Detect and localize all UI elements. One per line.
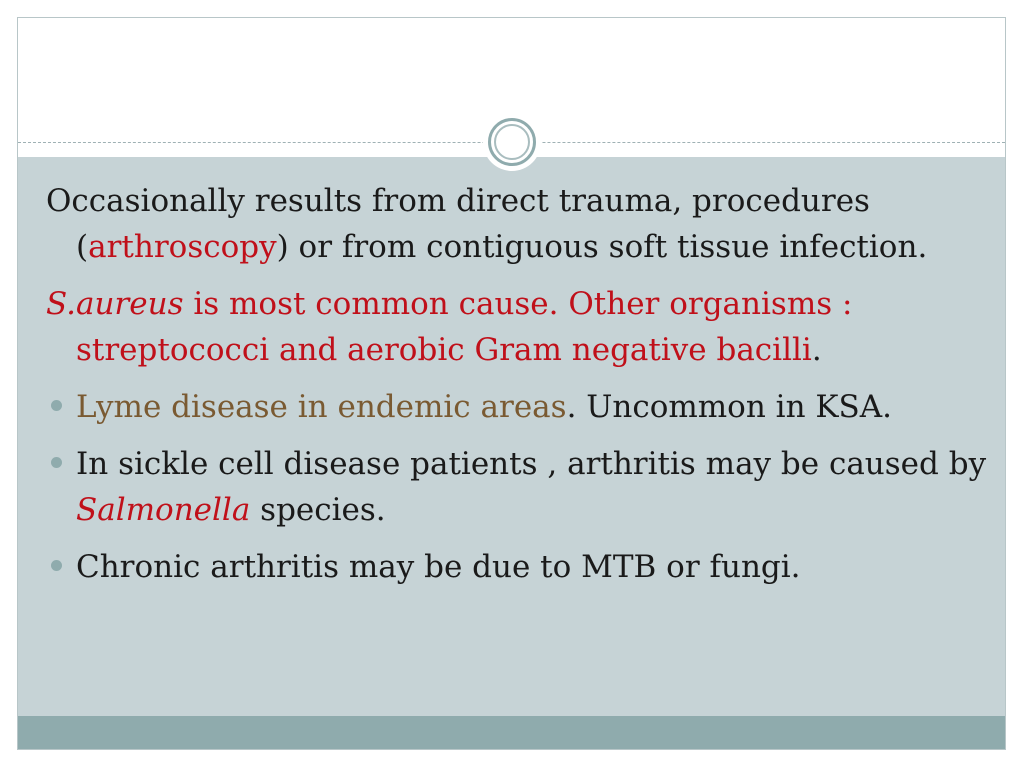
text-segment-organism: Salmonella [76, 492, 251, 528]
decorative-circle-core [494, 124, 530, 160]
paragraph-2 [46, 281, 996, 373]
text-segment: . [811, 332, 822, 368]
text-segment: ) or from contiguous soft tissue infection. [276, 229, 928, 265]
paragraph-1 [46, 178, 996, 270]
text-segment: In sickle cell disease patients , arthritis may be caused by [76, 446, 987, 482]
text-segment-highlight: is most common cause. Other organisms : streptococci and aerobic Gram negative bacilli [76, 286, 853, 368]
text-segment-organism: S.aureus [46, 286, 184, 322]
text-segment: species. [250, 492, 386, 528]
bullet-dot-icon [51, 560, 62, 571]
text-segment: . Uncommon in KSA. [566, 389, 893, 425]
text-segment-highlight: Lyme disease in endemic areas [76, 389, 567, 425]
bullet-dot-icon [51, 400, 62, 411]
text-segment: Occasionally results from direct trauma, procedures ( [46, 183, 870, 265]
slide-body-text [46, 178, 996, 601]
bullet-item-sickle-cell [46, 441, 996, 533]
bullet-item-chronic [46, 544, 996, 590]
slide [17, 17, 1006, 750]
bullet-dot-icon [51, 457, 62, 468]
text-segment: Chronic arthritis may be due to MTB or fungi. [76, 549, 801, 585]
text-segment-highlight: arthroscopy [88, 229, 277, 265]
bullet-item-lyme [46, 384, 996, 430]
footer-bar [18, 716, 1005, 750]
